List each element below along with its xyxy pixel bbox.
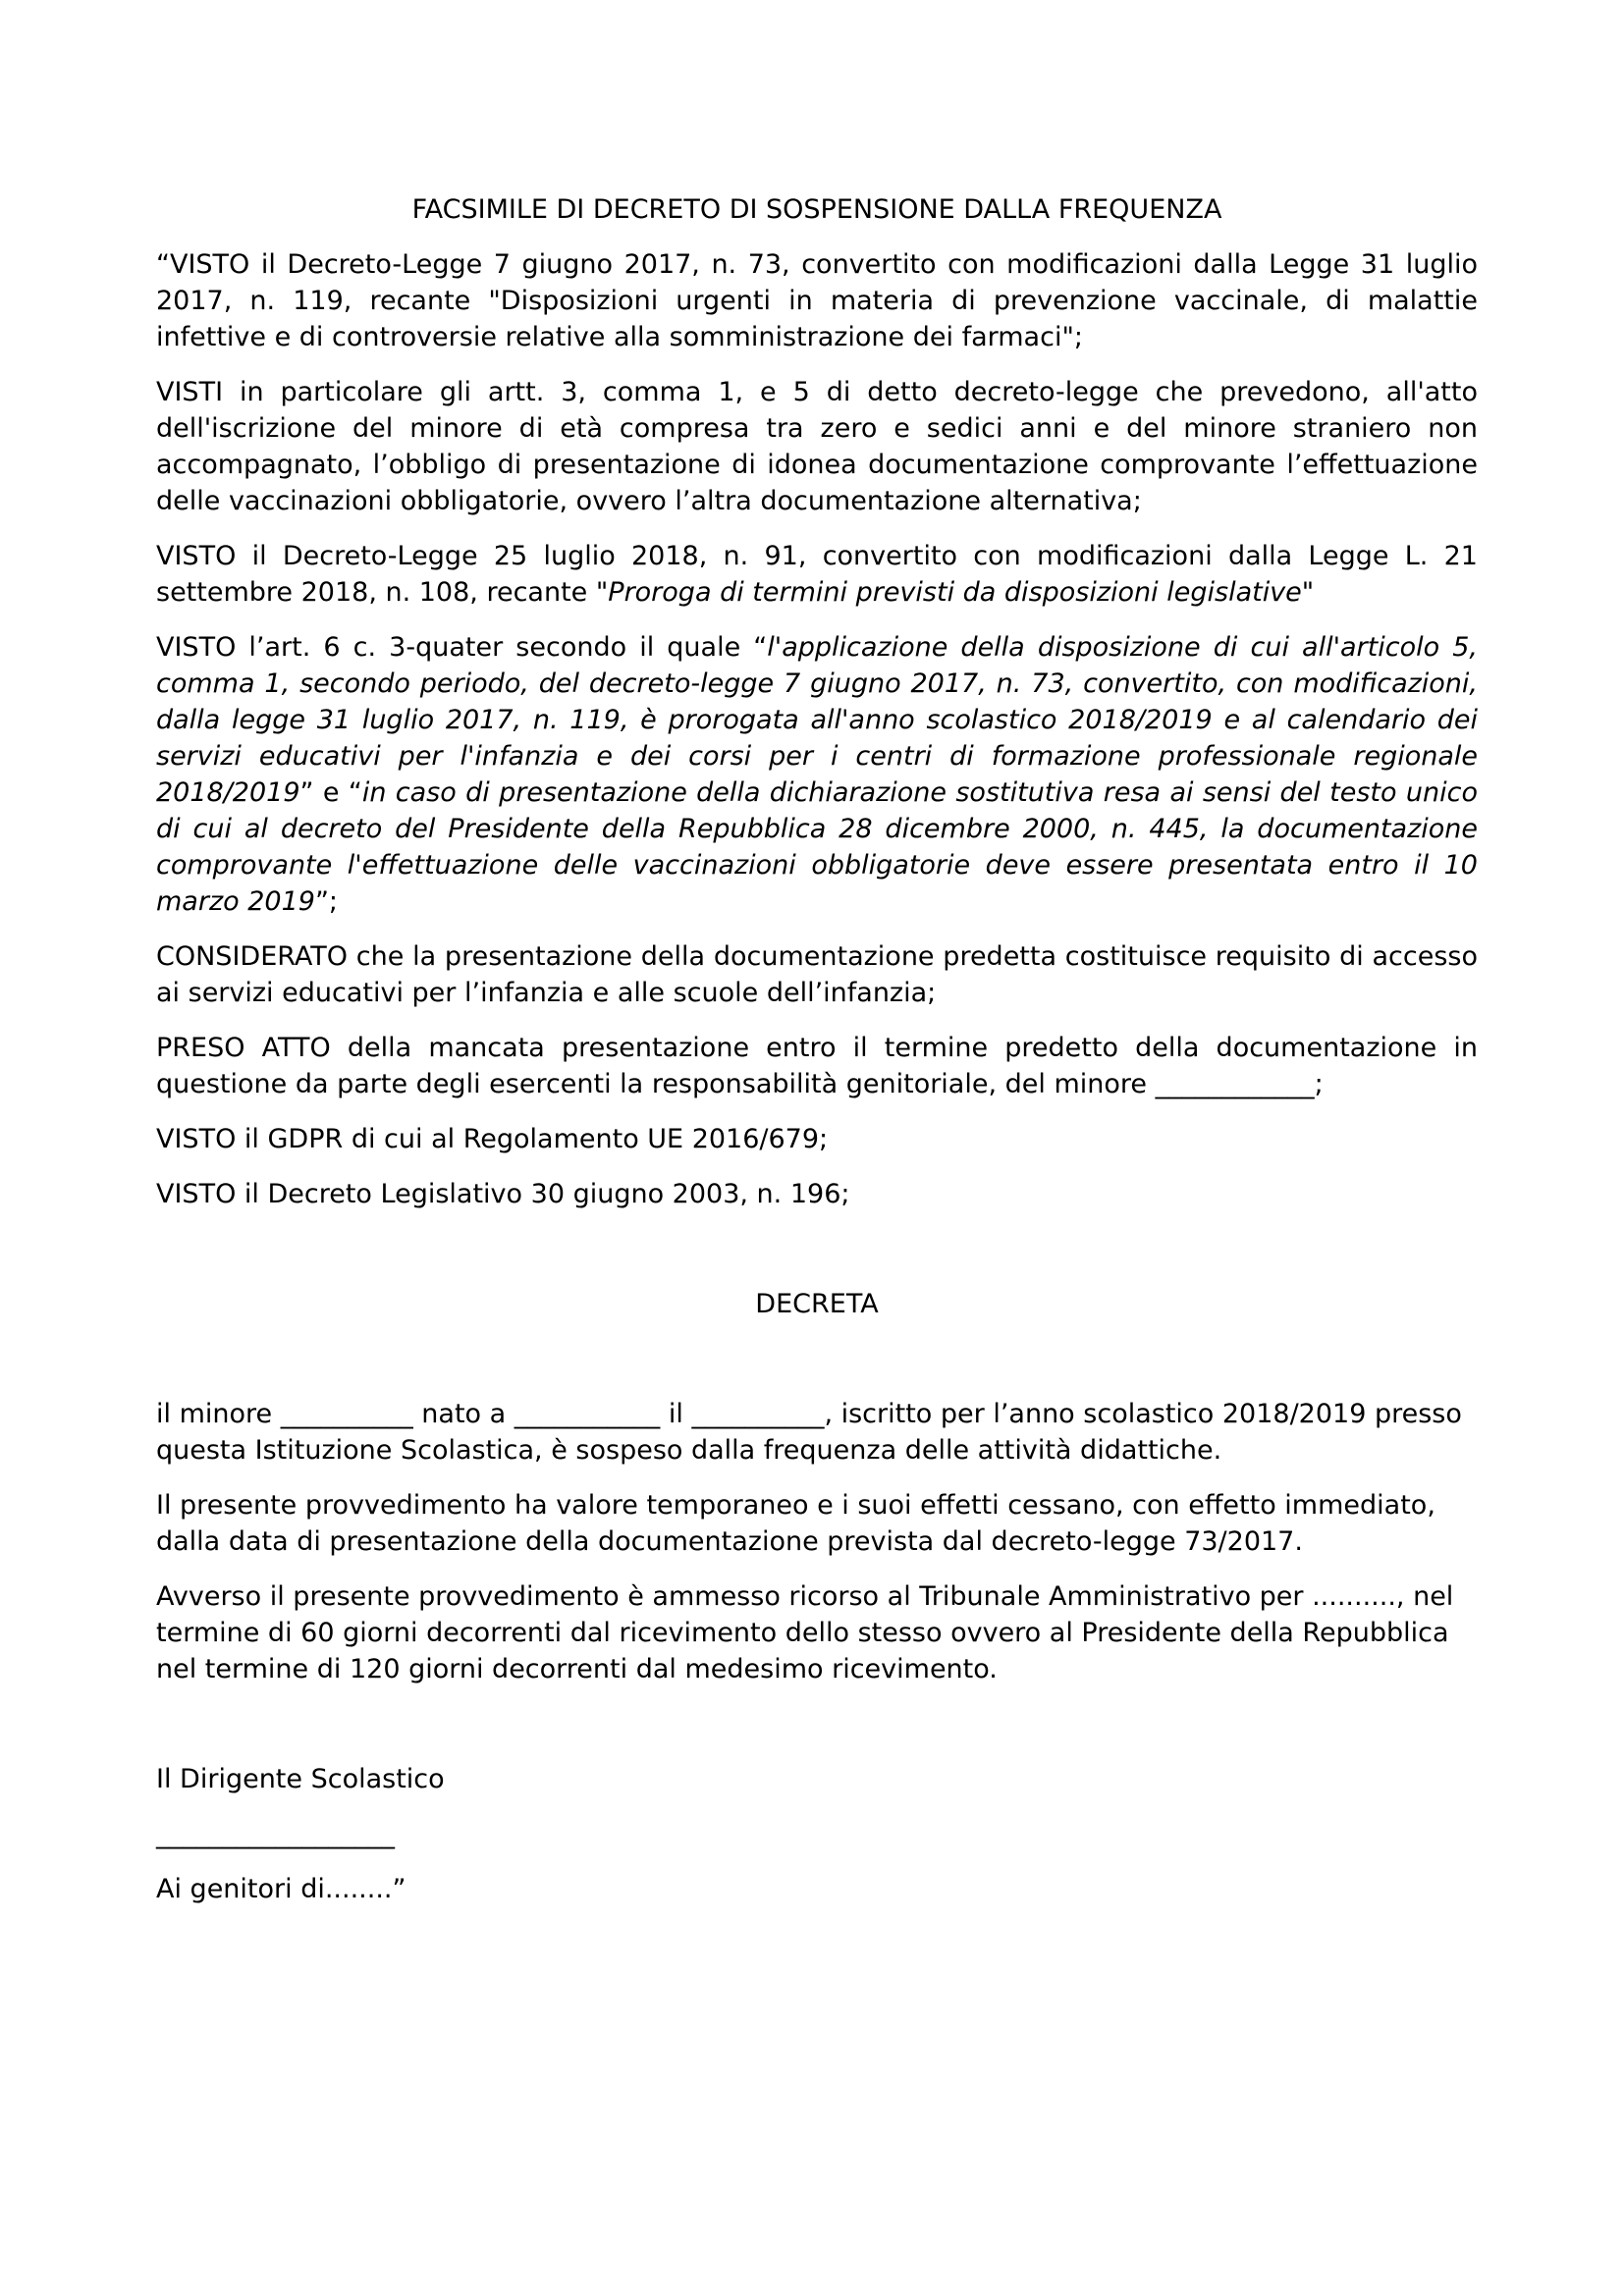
paragraph-visto-dl-91-italic: Proroga di termini previsti da disposizioni legislative xyxy=(608,577,1302,608)
paragraph-visto-art-6-intro: VISTO l’art. 6 c. 3-quater secondo il quale “ xyxy=(156,632,768,663)
paragraph-visto-gdpr: VISTO il GDPR di cui al Regolamento UE 2016/679; xyxy=(156,1124,829,1154)
spacer xyxy=(156,1706,1478,1761)
paragraph-visto-art-6-quote-2: in caso di presentazione della dichiarazione sostitutiva resa ai sensi del testo unico di cui al decreto del Presidente della Repubblica 28 dicembre 2000, n. 445, la documentazione comprovante l'effettuazione delle vaccinazioni obbligatorie deve essere presentata entro il 10 marzo 2019 xyxy=(156,777,1478,917)
spacer xyxy=(156,1231,1478,1286)
paragraph-visto-dl-91 xyxy=(156,538,1478,611)
paragraph-visto-art-6-join: ” e “ xyxy=(299,777,362,808)
signer-title: Il Dirigente Scolastico xyxy=(156,1764,445,1794)
paragraph-visto-art-6-quote-1: l'applicazione della disposizione di cui all'articolo 5, comma 1, secondo periodo, del decreto-legge 7 giugno 2017, n. 73, convertito, con modificazioni, dalla legge 31 luglio 2017, n. 119, è prorogata all'anno scolastico 2018/2019 e al calendario dei servizi educativi per l'infanzia e dei corsi per i centri di formazione professionale regionale 2018/2019 xyxy=(156,632,1478,808)
paragraph-valore-temporaneo: Il presente provvedimento ha valore temporaneo e i suoi effetti cessano, con effetto immediato, dalla data di presentazione della documentazione prevista dal decreto-legge 73/2017. xyxy=(156,1490,1435,1557)
document-page xyxy=(156,191,1478,1926)
decreta-heading: DECRETA xyxy=(755,1289,879,1319)
paragraph-visto-art-6 xyxy=(156,629,1478,920)
paragraph-considerato: CONSIDERATO che la presentazione della documentazione predetta costituisce requisito di accesso ai servizi educativi per l’infanzia e alle scuole dell’infanzia; xyxy=(156,941,1478,1008)
signature-line: __________________ xyxy=(156,1819,395,1849)
document-title: FACSIMILE DI DECRETO DI SOSPENSIONE DALLA FREQUENZA xyxy=(411,194,1222,225)
paragraph-visto-dl-91-text: VISTO il Decreto-Legge 25 luglio 2018, n. 91, convertito con modificazioni dalla Legge L. 21 settembre 2018, n. 108, recante " xyxy=(156,541,1478,608)
paragraph-visto-dlgs-196: VISTO il Decreto Legislativo 30 giugno 2003, n. 196; xyxy=(156,1179,850,1209)
paragraph-visto-dl-91-end: " xyxy=(1301,577,1315,608)
paragraph-minore-sospeso: il minore __________ nato a ___________ il __________, iscritto per l’anno scolastico 2018/2019 presso questa Istituzione Scolastica, è sospeso dalla frequenza delle attività didattiche. xyxy=(156,1399,1462,1466)
spacer xyxy=(156,1341,1478,1396)
recipients-line: Ai genitori di........” xyxy=(156,1874,406,1904)
paragraph-preso-atto: PRESO ATTO della mancata presentazione entro il termine predetto della documentazione in questione da parte degli esercenti la responsabilità genitoriale, del minore ____________; xyxy=(156,1033,1478,1099)
paragraph-ricorso: Avverso il presente provvedimento è ammesso ricorso al Tribunale Amministrativo per .........., nel termine di 60 giorni decorrenti dal ricevimento dello stesso ovvero al Presidente della Repubblica nel termine di 120 giorni decorrenti dal medesimo ricevimento. xyxy=(156,1581,1454,1684)
paragraph-visti-artt: VISTI in particolare gli artt. 3, comma 1, e 5 di detto decreto-legge che prevedono, all'atto dell'iscrizione del minore di età compresa tra zero e sedici anni e del minore straniero non accompagnato, l’obbligo di presentazione di idonea documentazione comprovante l’effettuazione delle vaccinazioni obbligatorie, ovvero l’altra documentazione alternativa; xyxy=(156,377,1478,516)
paragraph-visto-dl-73: “VISTO il Decreto-Legge 7 giugno 2017, n. 73, convertito con modificazioni dalla Legge 31 luglio 2017, n. 119, recante "Disposizioni urgenti in materia di prevenzione vaccinale, di malattie infettive e di controversie relative alla somministrazione dei farmaci"; xyxy=(156,249,1478,352)
paragraph-visto-art-6-end: ”; xyxy=(314,886,339,917)
